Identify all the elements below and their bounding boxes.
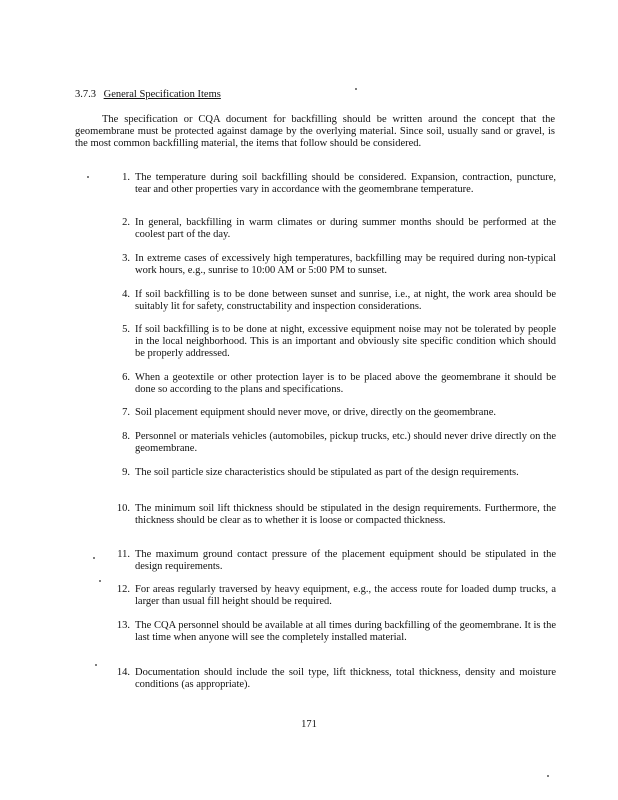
intro-paragraph: The specification or CQA document for backfilling should be written around the concept that the geomembrane must be protected against damage by the overlying material. Since soil, usually sand or gravel, is the most common backfilling material, the items that follow should be considered. <box>75 114 555 150</box>
list-item <box>104 667 556 691</box>
scan-speck <box>355 88 357 90</box>
list-item <box>104 431 556 455</box>
list-item <box>104 253 556 277</box>
list-item <box>104 324 556 361</box>
list-item-number: 1. <box>122 172 130 183</box>
list-item-text: The minimum soil lift thickness should be stipulated in the design requirements. Furthermore, the thickness should be clear as to whether it is loose or compacted thickness. <box>135 503 556 527</box>
list-item-text: In extreme cases of excessively high temperatures, backfilling may be required during non-typical work hours, e.g., sunrise to 10:00 AM or 5:00 PM to sunset. <box>135 253 556 277</box>
list-item-text: If soil backfilling is to be done between sunset and sunrise, i.e., at night, the work area should be suitably lit for safety, constructability and inspection considerations. <box>135 289 556 313</box>
list-item <box>104 289 556 313</box>
list-item-text: Documentation should include the soil type, lift thickness, total thickness, density and moisture conditions (as appropriate). <box>135 667 556 691</box>
list-item-number: 14. <box>116 667 130 678</box>
scan-speck <box>87 176 89 178</box>
scan-speck <box>93 557 95 559</box>
list-item-number: 11. <box>117 549 130 560</box>
list-item-number: 2. <box>122 217 130 228</box>
list-item <box>104 584 556 608</box>
list-item <box>104 372 556 396</box>
list-item-number: 13. <box>116 620 130 631</box>
list-item-number: 5. <box>122 324 130 335</box>
list-item-text: The temperature during soil backfilling should be considered. Expansion, contraction, puncture, tear and other properties vary in accordance with the geomembrane temperature. <box>135 172 556 196</box>
list-item-text: In general, backfilling in warm climates or during summer months should be performed at the coolest part of the day. <box>135 217 556 241</box>
page-number: 171 <box>301 719 317 730</box>
list-item-text: The maximum ground contact pressure of the placement equipment should be stipulated in the design requirements. <box>135 549 556 573</box>
list-item-text: The CQA personnel should be available at all times during backfilling of the geomembrane. It is the last time when anyone will see the completely installed material. <box>135 620 556 644</box>
list-item-text: If soil backfilling is to be done at night, excessive equipment noise may not be tolerated by people in the local neighborhood. This is an important and obviously site specific condition which should be properly addressed. <box>135 324 556 360</box>
list-item-number: 3. <box>122 253 130 264</box>
list-item <box>104 407 556 419</box>
list-item <box>104 503 556 527</box>
list-item-number: 10. <box>116 503 130 514</box>
section-heading <box>75 89 221 101</box>
list-item-text: When a geotextile or other protection layer is to be placed above the geomembrane it should be done so according to the plans and specifications. <box>135 372 556 396</box>
list-item-number: 6. <box>122 372 130 383</box>
scan-speck <box>547 775 549 777</box>
list-item-text: The soil particle size characteristics should be stipulated as part of the design requirements. <box>135 467 519 478</box>
section-title: General Specification Items <box>103 89 221 100</box>
list-item <box>104 549 556 573</box>
list-item <box>104 620 556 644</box>
list-item-text: Soil placement equipment should never move, or drive, directly on the geomembrane. <box>135 407 496 418</box>
list-item <box>104 467 556 479</box>
scan-speck <box>95 664 97 666</box>
section-number: 3.7.3 <box>75 89 96 100</box>
scan-speck <box>99 580 101 582</box>
list-item-number: 8. <box>122 431 130 442</box>
list-item-number: 7. <box>122 407 130 418</box>
list-item-text: For areas regularly traversed by heavy equipment, e.g., the access route for loaded dump trucks, a larger than usual fill height should be required. <box>135 584 556 608</box>
list-item <box>104 217 556 241</box>
list-item-text: Personnel or materials vehicles (automobiles, pickup trucks, etc.) should never drive directly on the geomembrane. <box>135 431 556 455</box>
list-item <box>104 172 556 196</box>
list-item-number: 9. <box>122 467 130 478</box>
list-item-number: 4. <box>122 289 130 300</box>
list-item-number: 12. <box>116 584 130 595</box>
